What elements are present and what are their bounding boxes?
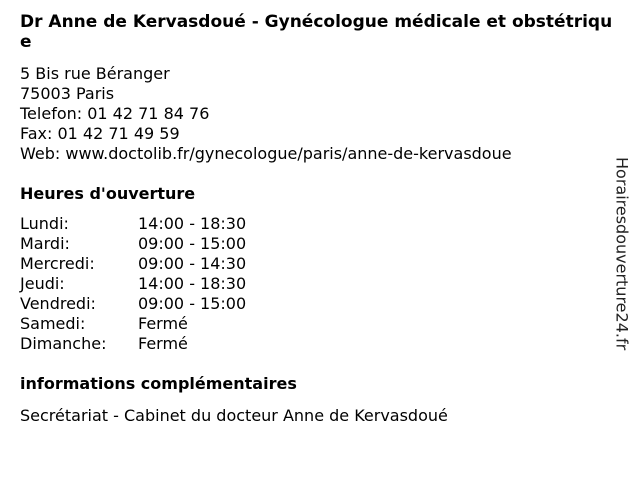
time-range: Fermé [138,314,188,333]
additional-info-text: Secrétariat - Cabinet du docteur Anne de Kervasdoué [20,406,448,425]
day-label: Jeudi: [20,274,65,293]
hours-row-mardi [20,234,620,254]
phone-number: Telefon: 01 42 71 84 76 [20,104,210,123]
website: Web: www.doctolib.fr/gynecologue/paris/anne-de-kervasdoue [20,144,512,163]
doctor-title: Dr Anne de Kervasdoué - Gynécologue médicale et obstétrique [20,12,613,52]
site-watermark [612,136,632,372]
address-street: 5 Bis rue Béranger [20,64,170,83]
additional-info-heading: informations complémentaires [20,374,297,393]
hours-row-mercredi [20,254,620,274]
day-label: Mercredi: [20,254,95,273]
contact-block [20,64,620,164]
opening-hours-table [20,214,620,354]
time-range: 14:00 - 18:30 [138,274,247,293]
hours-row-vendredi [20,294,620,314]
hours-row-dimanche [20,334,620,354]
time-range: 09:00 - 15:00 [138,294,247,313]
day-label: Lundi: [20,214,69,233]
hours-row-lundi [20,214,620,234]
hours-row-samedi [20,314,620,334]
day-label: Vendredi: [20,294,96,313]
hours-row-jeudi [20,274,620,294]
day-label: Samedi: [20,314,86,333]
time-range: 09:00 - 14:30 [138,254,247,273]
time-range: Fermé [138,334,188,353]
site-name: Horairesdouverture24.fr [612,157,632,351]
time-range: 14:00 - 18:30 [138,214,247,233]
address-city: 75003 Paris [20,84,115,103]
day-label: Dimanche: [20,334,107,353]
listing-card [20,12,620,426]
fax-number: Fax: 01 42 71 49 59 [20,124,180,143]
opening-hours-heading: Heures d'ouverture [20,184,196,203]
day-label: Mardi: [20,234,70,253]
time-range: 09:00 - 15:00 [138,234,247,253]
